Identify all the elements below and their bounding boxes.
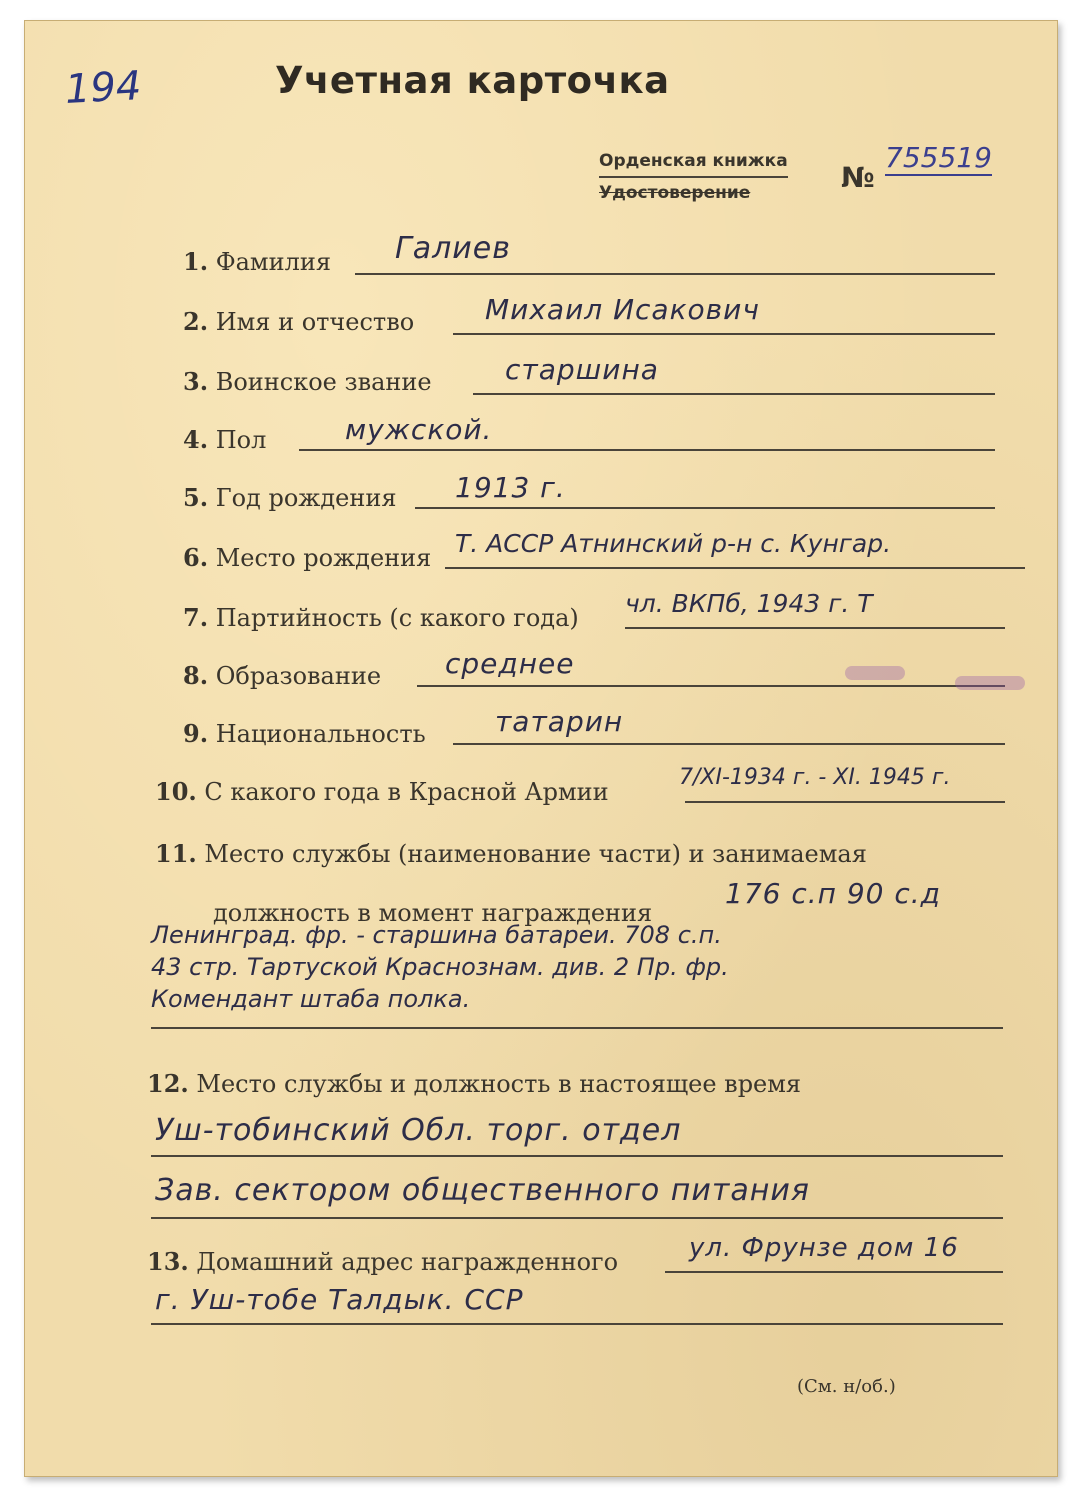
field-label-text: Партийность (с какого года): [215, 604, 579, 632]
field-number: 5.: [183, 483, 209, 512]
field-10-underline: [685, 801, 1005, 803]
field-10-label: [155, 777, 609, 806]
ink-stamp-mark: [955, 676, 1025, 690]
field-7-value: чл. ВКПб, 1943 г. Т: [625, 589, 873, 618]
field-number: 3.: [183, 367, 209, 396]
field-label-text: Домашний адрес награжденного: [196, 1248, 619, 1276]
field-6-value: Т. АССР Атнинский р-н с. Кунгар.: [455, 529, 892, 558]
field-13-underline-2: [151, 1323, 1003, 1325]
field-label-text: Место службы и должность в настоящее время: [196, 1070, 802, 1098]
field-number: 8.: [183, 661, 209, 690]
ink-stamp-mark: [845, 666, 905, 680]
field-label-text: Место рождения: [215, 544, 432, 572]
field-number: 13.: [147, 1247, 189, 1276]
document-number: 755519: [885, 141, 992, 174]
field-2-underline: [453, 333, 995, 335]
field-10-value: 7/XI-1934 г. - XI. 1945 г.: [679, 765, 951, 790]
card-title: Учетная карточка: [275, 59, 670, 102]
field-number: 10.: [155, 777, 197, 806]
field-9-label: [183, 719, 426, 748]
field-12-value-line-1: Уш-тобинский Обл. торг. отдел: [155, 1113, 682, 1148]
field-8-underline: [417, 685, 1005, 687]
field-11-value-line-3: Комендант штаба полка.: [151, 985, 471, 1013]
field-number: 9.: [183, 719, 209, 748]
field-number: 6.: [183, 543, 209, 572]
field-12-underline-1: [151, 1155, 1003, 1157]
field-11-value: 176 с.п 90 с.д: [725, 877, 942, 910]
document-type-block: [599, 146, 788, 208]
field-12-underline-2: [151, 1217, 1003, 1219]
field-label-text: Фамилия: [215, 248, 331, 276]
field-1-underline: [355, 273, 995, 275]
field-4-value: мужской.: [345, 413, 493, 446]
field-label-text: Год рождения: [215, 484, 397, 512]
field-7-label: [183, 603, 579, 632]
field-4-underline: [299, 449, 995, 451]
record-card: [24, 20, 1058, 1477]
field-3-underline: [473, 393, 995, 395]
field-label-text: Образование: [215, 662, 382, 690]
field-label-text: Место службы (наименование части) и занимаемая: [204, 840, 867, 868]
field-label-text: С какого года в Красной Армии: [204, 778, 609, 806]
field-5-value: 1913 г.: [455, 471, 566, 504]
number-sign: №: [841, 161, 875, 194]
field-number: 11.: [155, 839, 197, 868]
field-11-label: [155, 839, 867, 868]
field-3-label: [183, 367, 432, 396]
field-9-value: татарин: [495, 705, 624, 738]
field-12-value-line-2: Зав. сектором общественного питания: [155, 1173, 810, 1208]
doc-type-order-book: Орденская книжка: [599, 146, 788, 178]
field-13-underline-1: [665, 1271, 1003, 1273]
field-label-text: Воинское звание: [215, 368, 432, 396]
field-6-underline: [445, 567, 1025, 569]
field-label-text: Пол: [215, 426, 267, 454]
field-13-value: ул. Фрунзе дом 16: [689, 1233, 959, 1263]
field-7-underline: [625, 627, 1005, 629]
field-12-label: [147, 1069, 801, 1098]
field-number: 7.: [183, 603, 209, 632]
field-6-label: [183, 543, 431, 572]
see-reverse-note: (См. н/об.): [797, 1376, 896, 1397]
field-number: 4.: [183, 425, 209, 454]
field-number: 1.: [183, 247, 209, 276]
field-13-value-line-1: г. Уш-тобе Талдык. ССР: [155, 1283, 524, 1316]
field-3-value: старшина: [505, 353, 659, 386]
field-4-label: [183, 425, 266, 454]
field-number: 2.: [183, 307, 209, 336]
corner-handwritten-note: 194: [63, 63, 143, 113]
field-9-underline: [453, 743, 1005, 745]
doc-type-certificate-struck: Удостоверение: [599, 183, 751, 203]
field-8-value: среднее: [445, 647, 575, 680]
field-1-label: [183, 247, 331, 276]
field-label-text: должность в момент награждения: [213, 899, 653, 927]
field-1-value: Галиев: [395, 231, 511, 266]
field-label-text: Национальность: [215, 720, 426, 748]
field-5-underline: [415, 507, 995, 509]
field-11-underline: [151, 1027, 1003, 1029]
field-13-label: [147, 1247, 618, 1276]
field-11-value-line-1: Ленинград. фр. - старшина батареи. 708 с.п.: [151, 921, 722, 949]
field-11-value-line-2: 43 стр. Тартуской Краснознам. див. 2 Пр. фр.: [151, 953, 729, 981]
field-2-value: Михаил Исакович: [485, 293, 760, 326]
field-label-text: Имя и отчество: [215, 308, 415, 336]
field-2-label: [183, 307, 414, 336]
field-number: 12.: [147, 1069, 189, 1098]
field-5-label: [183, 483, 396, 512]
field-8-label: [183, 661, 381, 690]
